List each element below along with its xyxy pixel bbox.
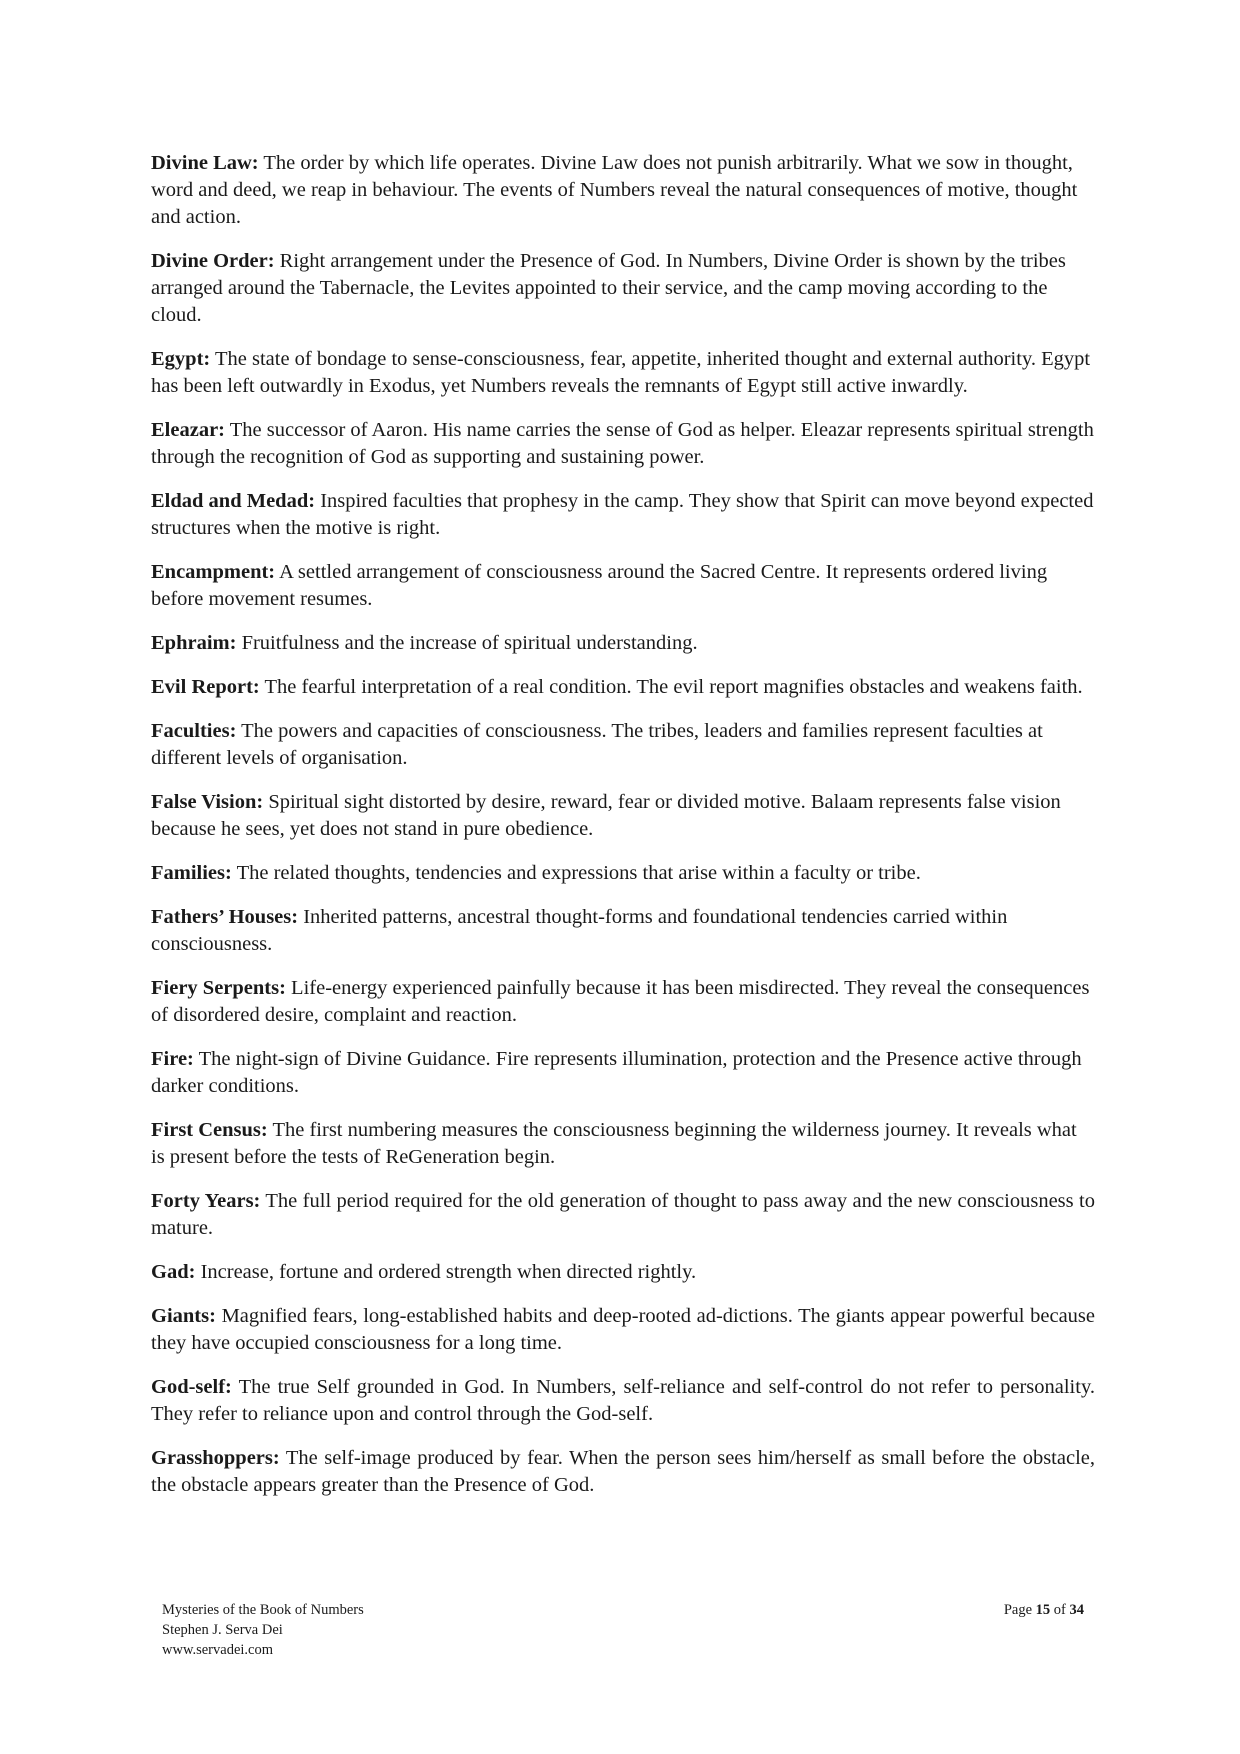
glossary-term: Encampment: [151, 561, 276, 583]
glossary-definition: The fearful interpretation of a real condition. The evil report magnifies obstacles and weakens faith. [259, 676, 1083, 698]
glossary-definition: The night-sign of Divine Guidance. Fire represents illumination, protection and the Presence active through darker conditions. [151, 1048, 1082, 1097]
glossary-entry-false-vision [151, 789, 1095, 843]
glossary-entry-eleazar [151, 417, 1095, 471]
glossary-entry-fire [151, 1046, 1095, 1100]
glossary-definition: Life-energy experienced painfully because it has been misdirected. They reveal the consequences of disordered desire, complaint and reaction. [151, 977, 1090, 1026]
glossary-term: Fiery Serpents: [151, 977, 286, 999]
glossary-term: Eldad and Medad: [151, 490, 316, 512]
glossary-entry-encampment [151, 559, 1095, 613]
page-current: 15 [1035, 1602, 1051, 1618]
glossary-entry-eldad-and-medad [151, 488, 1095, 542]
glossary-entry-giants [151, 1303, 1095, 1357]
glossary-term: Egypt: [151, 348, 211, 370]
glossary-definition: Inherited patterns, ancestral thought-forms and foundational tendencies carried within consciousness. [151, 906, 1008, 955]
glossary-term: Divine Order: [151, 250, 275, 272]
glossary-entry-families [151, 860, 1095, 887]
glossary-term: God-self: [151, 1376, 232, 1398]
glossary-term: False Vision: [151, 791, 264, 813]
glossary-definition: The order by which life operates. Divine Law does not punish arbitrarily. What we sow in thought, word and deed, we reap in behaviour. The events of Numbers reveal the natural consequences of motive, thought and action. [151, 152, 1078, 228]
glossary-definition: The powers and capacities of consciousness. The tribes, leaders and families represent faculties at different levels of organisation. [151, 720, 1043, 769]
glossary-entry-first-census [151, 1117, 1095, 1171]
glossary-definition: Magnified fears, long-established habits and deep-rooted ad-dictions. The giants appear powerful because they have occupied consciousness for a long time. [151, 1305, 1095, 1354]
glossary-entry-grasshoppers [151, 1445, 1095, 1499]
glossary-definition: A settled arrangement of consciousness around the Sacred Centre. It represents ordered living before movement resumes. [151, 561, 1048, 610]
glossary-term: Gad: [151, 1261, 196, 1283]
glossary-definition: The related thoughts, tendencies and expressions that arise within a faculty or tribe. [231, 862, 921, 884]
glossary-term: Fire: [151, 1048, 194, 1070]
glossary-term: Forty Years: [151, 1190, 261, 1212]
page-of: of [1050, 1602, 1070, 1618]
footer-website: www.servadei.com [162, 1642, 273, 1658]
glossary-term: Faculties: [151, 720, 237, 742]
glossary-term: Giants: [151, 1305, 216, 1327]
glossary-term: Ephraim: [151, 632, 237, 654]
glossary-term: First Census: [151, 1119, 268, 1141]
glossary-entry-fathers-houses [151, 904, 1095, 958]
glossary-definition: The true Self grounded in God. In Numbers, self-reliance and self-control do not refer to personality. They refer to reliance upon and control through the God-self. [151, 1376, 1095, 1425]
glossary-term: Grasshoppers: [151, 1447, 280, 1469]
glossary-term: Evil Report: [151, 676, 260, 698]
glossary-term: Divine Law: [151, 152, 259, 174]
footer-info [162, 1600, 364, 1660]
glossary-definition: The state of bondage to sense-consciousness, fear, appetite, inherited thought and external authority. Egypt has been left outwardly in Exodus, yet Numbers reveals the remnants of Egypt still active inwardly. [151, 348, 1091, 397]
glossary-entry-god-self [151, 1374, 1095, 1428]
glossary-definition: The full period required for the old generation of thought to pass away and the new consciousness to mature. [151, 1190, 1095, 1239]
glossary-definition: Inspired faculties that prophesy in the camp. They show that Spirit can move beyond expected structures when the motive is right. [151, 490, 1094, 539]
footer-author: Stephen J. Serva Dei [162, 1622, 283, 1638]
glossary-entry-divine-order [151, 248, 1095, 329]
glossary-list [151, 150, 1095, 1516]
glossary-definition: Fruitfulness and the increase of spiritual understanding. [236, 632, 698, 654]
glossary-entry-divine-law [151, 150, 1095, 231]
glossary-entry-ephraim [151, 630, 1095, 657]
footer-book-title: Mysteries of the Book of Numbers [162, 1602, 364, 1618]
glossary-entry-gad [151, 1259, 1095, 1286]
glossary-entry-forty-years [151, 1188, 1095, 1242]
glossary-definition: Increase, fortune and ordered strength when directed rightly. [195, 1261, 697, 1283]
glossary-definition: The self-image produced by fear. When the person sees him/herself as small before the obstacle, the obstacle appears greater than the Presence of God. [151, 1447, 1095, 1496]
glossary-definition: The successor of Aaron. His name carries the sense of God as helper. Eleazar represents spiritual strength through the recognition of God as supporting and sustaining power. [151, 419, 1094, 468]
glossary-entry-egypt [151, 346, 1095, 400]
page-prefix: Page [1003, 1602, 1036, 1618]
glossary-definition: Right arrangement under the Presence of God. In Numbers, Divine Order is shown by the tribes arranged around the Tabernacle, the Levites appointed to their service, and the camp moving according to the cloud. [151, 250, 1066, 326]
glossary-entry-evil-report [151, 674, 1095, 701]
glossary-definition: Spiritual sight distorted by desire, reward, fear or divided motive. Balaam represents false vision because he sees, yet does not stand in pure obedience. [151, 791, 1061, 840]
glossary-entry-fiery-serpents [151, 975, 1095, 1029]
page-number-indicator [1004, 1600, 1084, 1620]
glossary-definition: The first numbering measures the consciousness beginning the wilderness journey. It reveals what is present before the tests of ReGeneration begin. [151, 1119, 1077, 1168]
glossary-entry-faculties [151, 718, 1095, 772]
page-total: 34 [1069, 1602, 1084, 1618]
glossary-term: Families: [151, 862, 232, 884]
glossary-term: Fathers’ Houses: [151, 906, 299, 928]
glossary-term: Eleazar: [151, 419, 225, 441]
